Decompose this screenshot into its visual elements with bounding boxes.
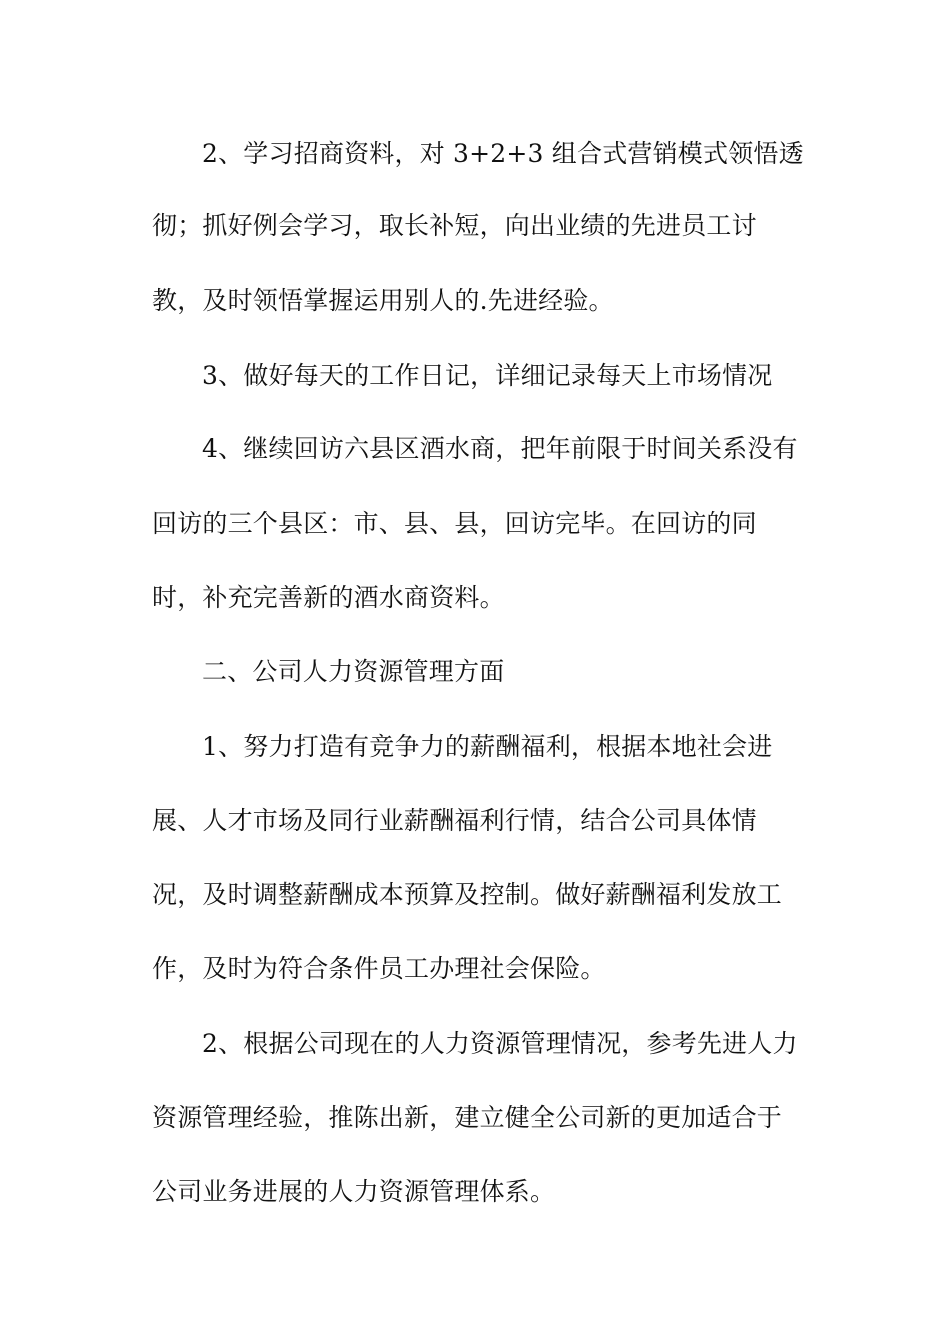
paragraph-line: 4、继续回访六县区酒水商，把年前限于时间关系没有 xyxy=(202,434,798,463)
section-heading: 二、公司人力资源管理方面 xyxy=(202,657,505,686)
paragraph-line: 资源管理经验，推陈出新，建立健全公司新的更加适合于 xyxy=(152,1103,783,1132)
paragraph-line: 时，补充完善新的酒水商资料。 xyxy=(152,583,505,612)
paragraph-line: 2、根据公司现在的人力资源管理情况，参考先进人力 xyxy=(202,1029,798,1058)
paragraph-line: 公司业务进展的人力资源管理体系。 xyxy=(152,1177,556,1206)
paragraph-line: 回访的三个县区：市、县、县，回访完毕。在回访的同 xyxy=(152,509,757,538)
paragraph-line: 2、学习招商资料，对 3+2+3 组合式营销模式领悟透 xyxy=(202,139,804,168)
paragraph-line: 彻；抓好例会学习，取长补短，向出业绩的先进员工讨 xyxy=(152,211,757,240)
paragraph-line: 况，及时调整薪酬成本预算及控制。做好薪酬福利发放工 xyxy=(152,880,783,909)
paragraph-line: 1、努力打造有竞争力的薪酬福利，根据本地社会进 xyxy=(202,732,773,761)
paragraph-line: 作，及时为符合条件员工办理社会保险。 xyxy=(152,954,606,983)
paragraph-line: 展、人才市场及同行业薪酬福利行情，结合公司具体情 xyxy=(152,806,757,835)
paragraph-line: 3、做好每天的工作日记，详细记录每天上市场情况 xyxy=(202,361,773,390)
paragraph-line: 教，及时领悟掌握运用别人的.先进经验。 xyxy=(152,286,614,315)
